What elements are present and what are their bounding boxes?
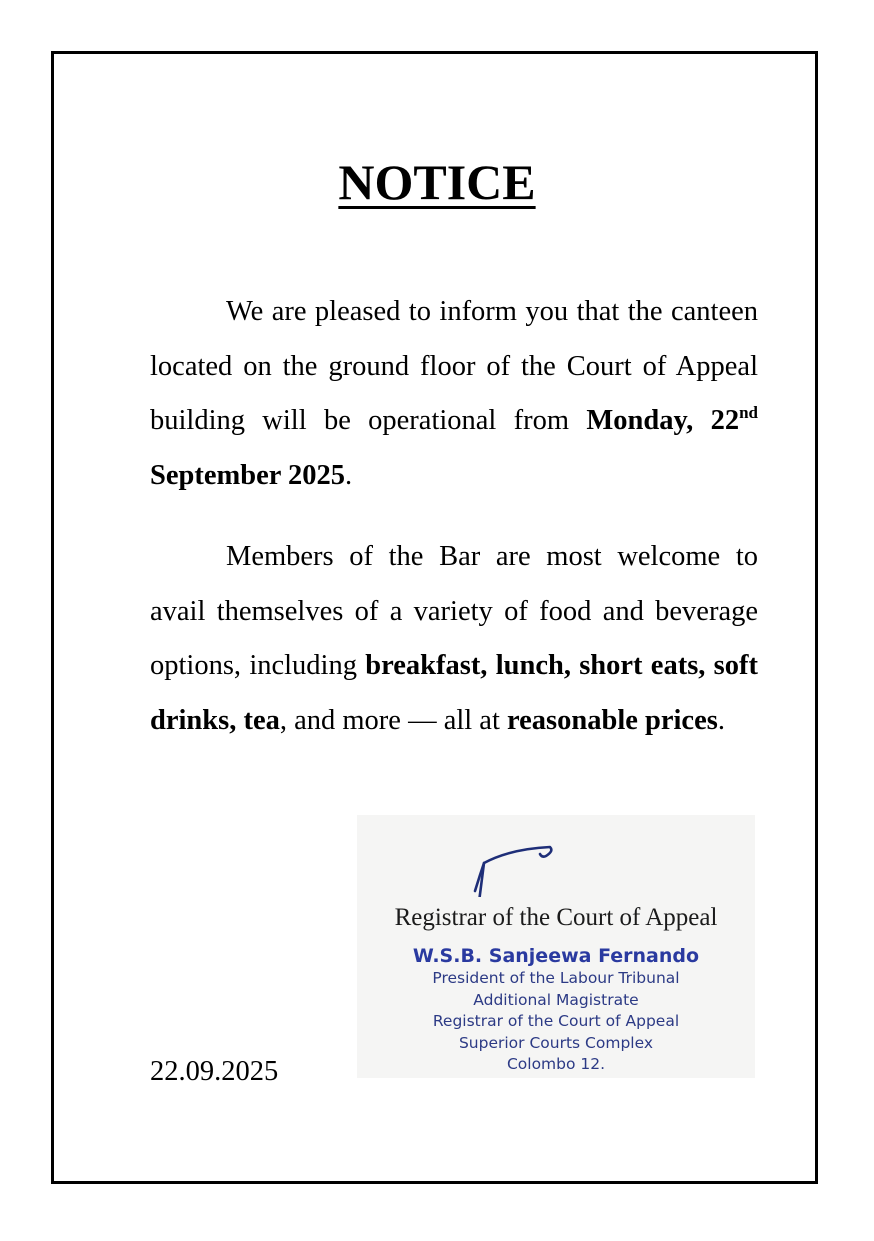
opening-date-bold: Monday, 22nd September 2025	[150, 403, 759, 491]
paragraph-details-text: Members of the Bar are most welcome to avail themselves of a variety of food and beverage options, including	[150, 541, 758, 681]
official-stamp	[357, 944, 755, 1076]
stamp-line: Additional Magistrate	[473, 990, 639, 1009]
date-ordinal-suffix: nd	[739, 403, 759, 422]
notice-title-text: NOTICE	[338, 154, 536, 210]
stamp-line: Colombo 12.	[506, 1055, 606, 1073]
paragraph-opening: We are pleased to inform you that the canteen located on the ground floor of the Court of Appeal building will be operational from Monday, 22nd September 2025.	[150, 296, 759, 491]
notice-title	[0, 150, 874, 214]
notice-date: 22.09.2025	[150, 1056, 279, 1087]
stamp-line: President of the Labour Tribunal	[432, 969, 680, 987]
paragraph-opening-text: We are pleased to inform you that the canteen located on the ground floor of the Court of Appeal building will be operational from	[150, 296, 758, 436]
signature-icon	[462, 827, 562, 897]
food-options-bold: breakfast, lunch, short eats, soft drinks, tea	[150, 650, 758, 736]
stamp-line: Registrar of the Court of Appeal	[432, 1012, 680, 1030]
paragraph-details: Members of the Bar are most welcome to avail themselves of a variety of food and beverage options, including breakfast, lunch, short eats, soft drinks, tea, and more — all at reasonable prices.	[150, 541, 758, 736]
stamp-name: W.S.B. Sanjeewa Fernando	[412, 945, 700, 967]
stamp-line: Superior Courts Complex	[458, 1033, 654, 1052]
reasonable-prices-bold: reasonable prices	[507, 704, 718, 736]
signatory-role: Registrar of the Court of Appeal	[394, 904, 718, 931]
signature-stamp-block	[357, 815, 755, 1078]
